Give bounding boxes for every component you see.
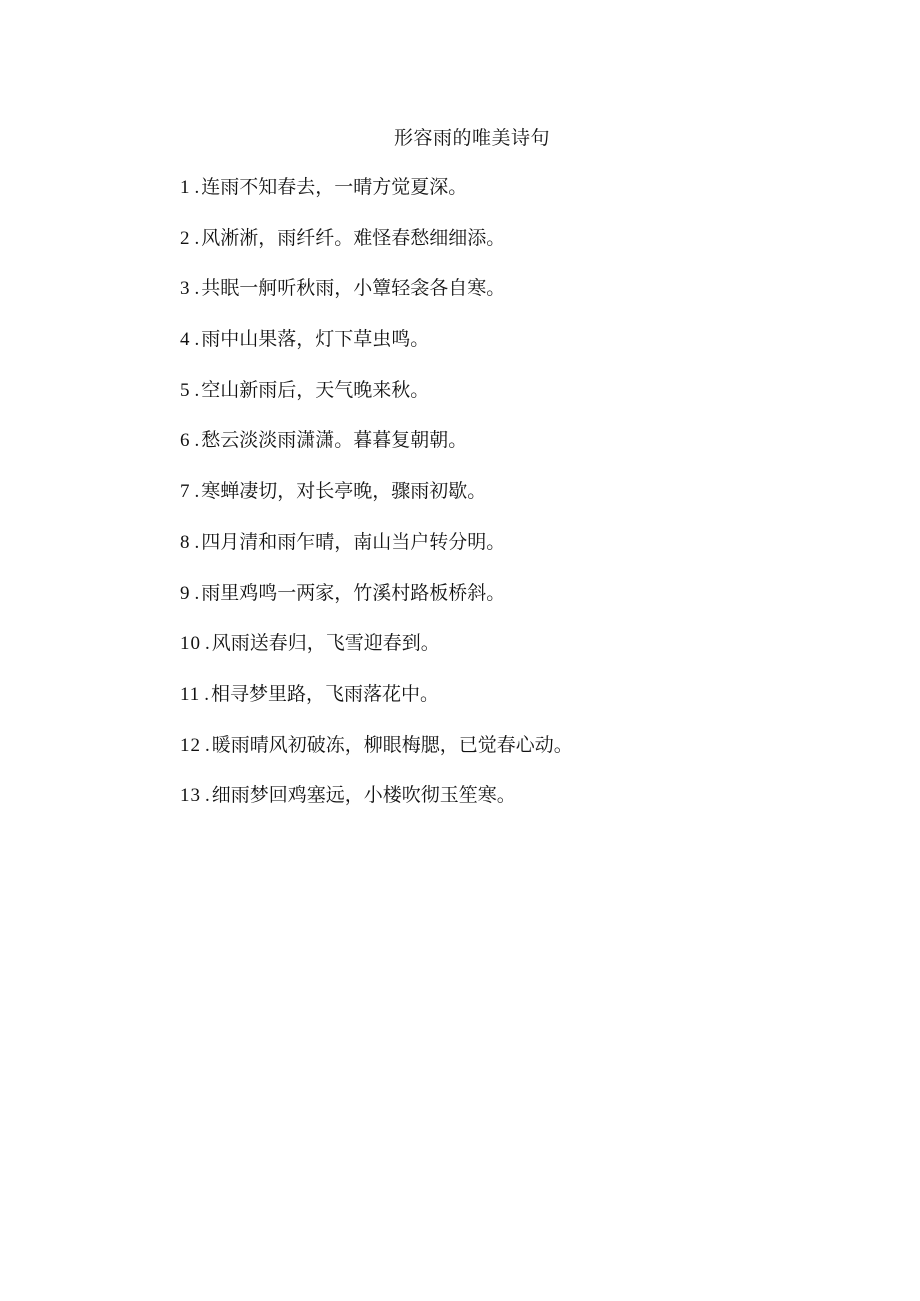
item-number: 8 [180,531,191,553]
item-text: 四月清和雨乍晴，南山当户转分明。 [201,530,506,553]
item-text: 连雨不知春去，一晴方觉夏深。 [201,176,468,198]
item-number: 7 [180,481,191,503]
item-number: 13 [180,785,201,807]
item-text: 愁云淡淡雨潇潇。暮暮复朝朝。 [201,429,468,452]
item-text: 暖雨晴风初破冻，柳眼梅腮，已觉春心动。 [211,733,573,756]
item-text: 风淅淅，雨纤纤。难怪春愁细细添。 [201,226,506,249]
list-item [180,224,620,253]
item-separator: . [194,227,200,249]
list-item [180,680,620,709]
item-separator: . [194,481,200,503]
item-separator: . [194,430,200,452]
list-item [180,477,620,506]
item-number: 3 [180,278,191,300]
item-separator: . [204,683,210,705]
item-separator: . [194,278,200,300]
item-separator: . [194,329,200,351]
item-separator: . [205,633,210,655]
item-separator: . [205,785,210,807]
item-separator: . [194,582,200,604]
list-item [180,781,620,810]
list-item [180,528,620,557]
item-text: 寒蝉凄切，对长亭晚，骤雨初歇。 [201,480,487,503]
list-item [180,629,620,658]
list-item [180,325,620,354]
list-item [180,274,620,303]
list-item [180,579,620,608]
item-text: 细雨梦回鸡塞远，小楼吹彻玉笙寒。 [211,784,516,807]
list-item [180,376,620,405]
list-item [180,426,620,455]
item-number: 12 [180,734,201,756]
item-text: 空山新雨后，天气晚来秋。 [201,378,430,401]
item-text: 雨里鸡鸣一两家，竹溪村路板桥斜。 [201,581,506,604]
item-number: 11 [180,683,201,705]
item-text: 相寻梦里路，飞雨落花中。 [211,682,440,705]
item-number: 4 [180,329,191,351]
item-text: 共眠一舸听秋雨，小簟轻衾各自寒。 [201,277,506,300]
item-text: 雨中山果落，灯下草虫鸣。 [201,328,430,351]
item-number: 10 [180,633,201,655]
page-title: 形容雨的唯美诗句 [394,127,551,149]
item-number: 9 [180,582,191,604]
item-number: 5 [180,379,191,401]
poem-list [180,173,620,832]
item-number: 6 [180,430,191,452]
item-separator: . [194,177,200,198]
item-separator: . [194,379,200,401]
item-text: 风雨送春归，飞雪迎春到。 [211,632,440,655]
item-separator: . [194,531,200,553]
item-number: 1 [180,177,191,198]
item-separator: . [205,734,210,756]
item-number: 2 [180,227,191,249]
list-item [180,731,620,760]
list-item [180,173,620,202]
